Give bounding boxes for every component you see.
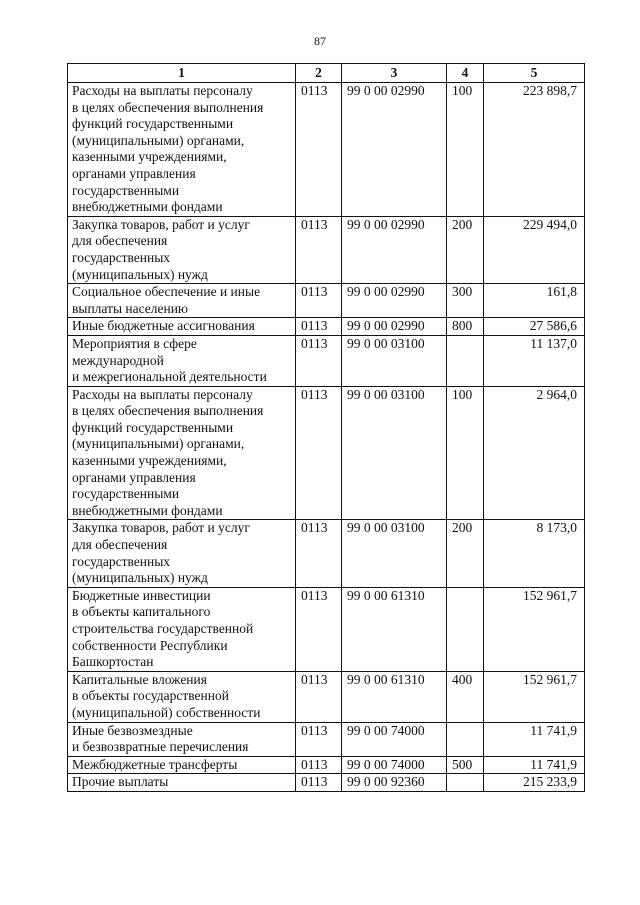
cell-section	[296, 671, 342, 722]
cell-code-text: 99 0 00 02990	[347, 318, 425, 334]
cell-name	[68, 671, 296, 722]
cell-amount-text: 8 173,0	[536, 520, 577, 536]
cell-amount	[484, 83, 585, 217]
cell-amount	[484, 756, 585, 774]
cell-code	[342, 284, 447, 318]
cell-code-text: 99 0 00 74000	[347, 722, 425, 738]
cell-amount-text: 161,8	[546, 284, 577, 300]
cell-type	[447, 756, 484, 774]
cell-name	[68, 722, 296, 756]
cell-name	[68, 756, 296, 774]
cell-section	[296, 83, 342, 217]
cell-amount	[484, 284, 585, 318]
table-row	[68, 671, 585, 722]
cell-name-text: Расходы на выплаты персоналу в целях обеспечения выполнения функций государственными (муниципальными) органами, казенными учреждениями, органами управления государственными внебюджетными фондами	[72, 83, 264, 215]
cell-section-text: 0113	[301, 671, 328, 687]
cell-type	[447, 216, 484, 283]
cell-amount-text: 11 741,9	[530, 722, 577, 738]
cell-code-text: 99 0 00 03100	[347, 520, 425, 536]
cell-type	[447, 335, 484, 386]
cell-section-text: 0113	[301, 83, 328, 98]
cell-name-text: Иные безвозмездные и безвозвратные перечисления	[72, 722, 249, 755]
cell-type-text: 800	[452, 318, 473, 334]
header-row	[68, 64, 585, 83]
cell-code-text: 99 0 00 03100	[347, 386, 425, 402]
cell-type-text: 400	[452, 671, 473, 687]
table-row	[68, 386, 585, 520]
cell-code-text: 99 0 00 92360	[347, 774, 425, 790]
cell-code-text: 99 0 00 61310	[347, 671, 425, 687]
cell-name-text: Закупка товаров, работ и услуг для обеспечения государственных (муниципальных) нужд	[72, 520, 250, 586]
header-col-2: 2	[296, 64, 342, 83]
cell-section-text: 0113	[301, 284, 328, 300]
cell-amount-text: 27 586,6	[529, 318, 577, 334]
cell-name	[68, 318, 296, 336]
cell-amount-text: 11 137,0	[530, 335, 577, 351]
cell-type	[447, 284, 484, 318]
cell-name-text: Иные бюджетные ассигнования	[72, 318, 255, 334]
cell-amount	[484, 774, 585, 792]
cell-amount-text: 152 961,7	[523, 671, 577, 687]
cell-name	[68, 774, 296, 792]
cell-type	[447, 722, 484, 756]
cell-name-text: Мероприятия в сфере международной и межрегиональной деятельности	[72, 335, 267, 385]
cell-section-text: 0113	[301, 216, 328, 232]
cell-section	[296, 386, 342, 520]
table-row	[68, 774, 585, 792]
table-row	[68, 722, 585, 756]
cell-code-text: 99 0 00 03100	[347, 335, 425, 351]
cell-code	[342, 587, 447, 671]
cell-name	[68, 83, 296, 217]
cell-type	[447, 386, 484, 520]
cell-section-text: 0113	[301, 386, 328, 402]
cell-type-text: 100	[452, 83, 473, 98]
cell-type	[447, 83, 484, 217]
cell-type	[447, 318, 484, 336]
cell-name-text: Капитальные вложения в объекты государственной (муниципальной) собственности	[72, 671, 261, 720]
cell-amount-text: 215 233,9	[523, 774, 577, 790]
cell-amount-text: 11 741,9	[530, 756, 577, 772]
cell-section	[296, 216, 342, 283]
cell-type	[447, 520, 484, 587]
cell-name	[68, 216, 296, 283]
cell-type-text: 500	[452, 756, 473, 772]
cell-code	[342, 83, 447, 217]
budget-table	[67, 63, 585, 792]
cell-amount	[484, 216, 585, 283]
cell-type	[447, 587, 484, 671]
table-row	[68, 284, 585, 318]
cell-type-text: 200	[452, 216, 473, 232]
cell-code	[342, 671, 447, 722]
cell-code-text: 99 0 00 61310	[347, 587, 425, 603]
cell-name	[68, 520, 296, 587]
cell-section	[296, 284, 342, 318]
cell-code	[342, 774, 447, 792]
cell-section	[296, 335, 342, 386]
cell-section	[296, 756, 342, 774]
table-row	[68, 520, 585, 587]
cell-section-text: 0113	[301, 318, 328, 334]
table-row	[68, 318, 585, 336]
cell-type-text: 300	[452, 284, 473, 300]
table-body	[68, 83, 585, 792]
cell-section-text: 0113	[301, 774, 328, 790]
table-row	[68, 83, 585, 217]
header-col-1: 1	[68, 64, 296, 83]
header-col-3: 3	[342, 64, 447, 83]
cell-amount	[484, 587, 585, 671]
cell-code	[342, 756, 447, 774]
cell-code-text: 99 0 00 02990	[347, 83, 425, 98]
cell-name-text: Межбюджетные трансферты	[72, 756, 238, 772]
cell-name-text: Прочие выплаты	[72, 774, 169, 790]
cell-type-text: 100	[452, 386, 473, 402]
cell-amount	[484, 335, 585, 386]
cell-section-text: 0113	[301, 587, 328, 603]
cell-amount	[484, 520, 585, 587]
cell-amount	[484, 671, 585, 722]
cell-section-text: 0113	[301, 722, 328, 738]
header-col-5: 5	[484, 64, 585, 83]
page-number: 87	[314, 34, 326, 48]
cell-section	[296, 587, 342, 671]
table-row	[68, 587, 585, 671]
cell-type	[447, 774, 484, 792]
cell-name-text: Бюджетные инвестиции в объекты капитального строительства государственной собственности Республики Башкортостан	[72, 587, 254, 670]
cell-section-text: 0113	[301, 335, 328, 351]
cell-section	[296, 774, 342, 792]
cell-type	[447, 671, 484, 722]
cell-code	[342, 318, 447, 336]
cell-section	[296, 722, 342, 756]
cell-type-text: 200	[452, 520, 473, 536]
cell-code	[342, 216, 447, 283]
header-col-4: 4	[447, 64, 484, 83]
cell-code-text: 99 0 00 74000	[347, 756, 425, 772]
cell-code	[342, 386, 447, 520]
table-row	[68, 216, 585, 283]
cell-name-text: Расходы на выплаты персоналу в целях обеспечения выполнения функций государственными (муниципальными) органами, казенными учреждениями, органами управления государственными внебюджетными фондами	[72, 386, 264, 518]
cell-name-text: Закупка товаров, работ и услуг для обеспечения государственных (муниципальных) нужд	[72, 216, 250, 282]
cell-amount-text: 152 961,7	[523, 587, 577, 603]
cell-amount-text: 223 898,7	[523, 83, 577, 98]
cell-section	[296, 318, 342, 336]
cell-name	[68, 335, 296, 386]
cell-section-text: 0113	[301, 756, 328, 772]
cell-name-text: Социальное обеспечение и иные выплаты населению	[72, 284, 261, 316]
cell-amount	[484, 722, 585, 756]
cell-section	[296, 520, 342, 587]
cell-section-text: 0113	[301, 520, 328, 536]
cell-code	[342, 722, 447, 756]
cell-code	[342, 335, 447, 386]
cell-name	[68, 284, 296, 318]
cell-name	[68, 587, 296, 671]
cell-amount-text: 2 964,0	[536, 386, 577, 402]
cell-code	[342, 520, 447, 587]
cell-code-text: 99 0 00 02990	[347, 216, 425, 232]
cell-code-text: 99 0 00 02990	[347, 284, 425, 300]
cell-name	[68, 386, 296, 520]
cell-amount-text: 229 494,0	[523, 216, 577, 232]
cell-amount	[484, 386, 585, 520]
table-row	[68, 756, 585, 774]
cell-amount	[484, 318, 585, 336]
table-row	[68, 335, 585, 386]
